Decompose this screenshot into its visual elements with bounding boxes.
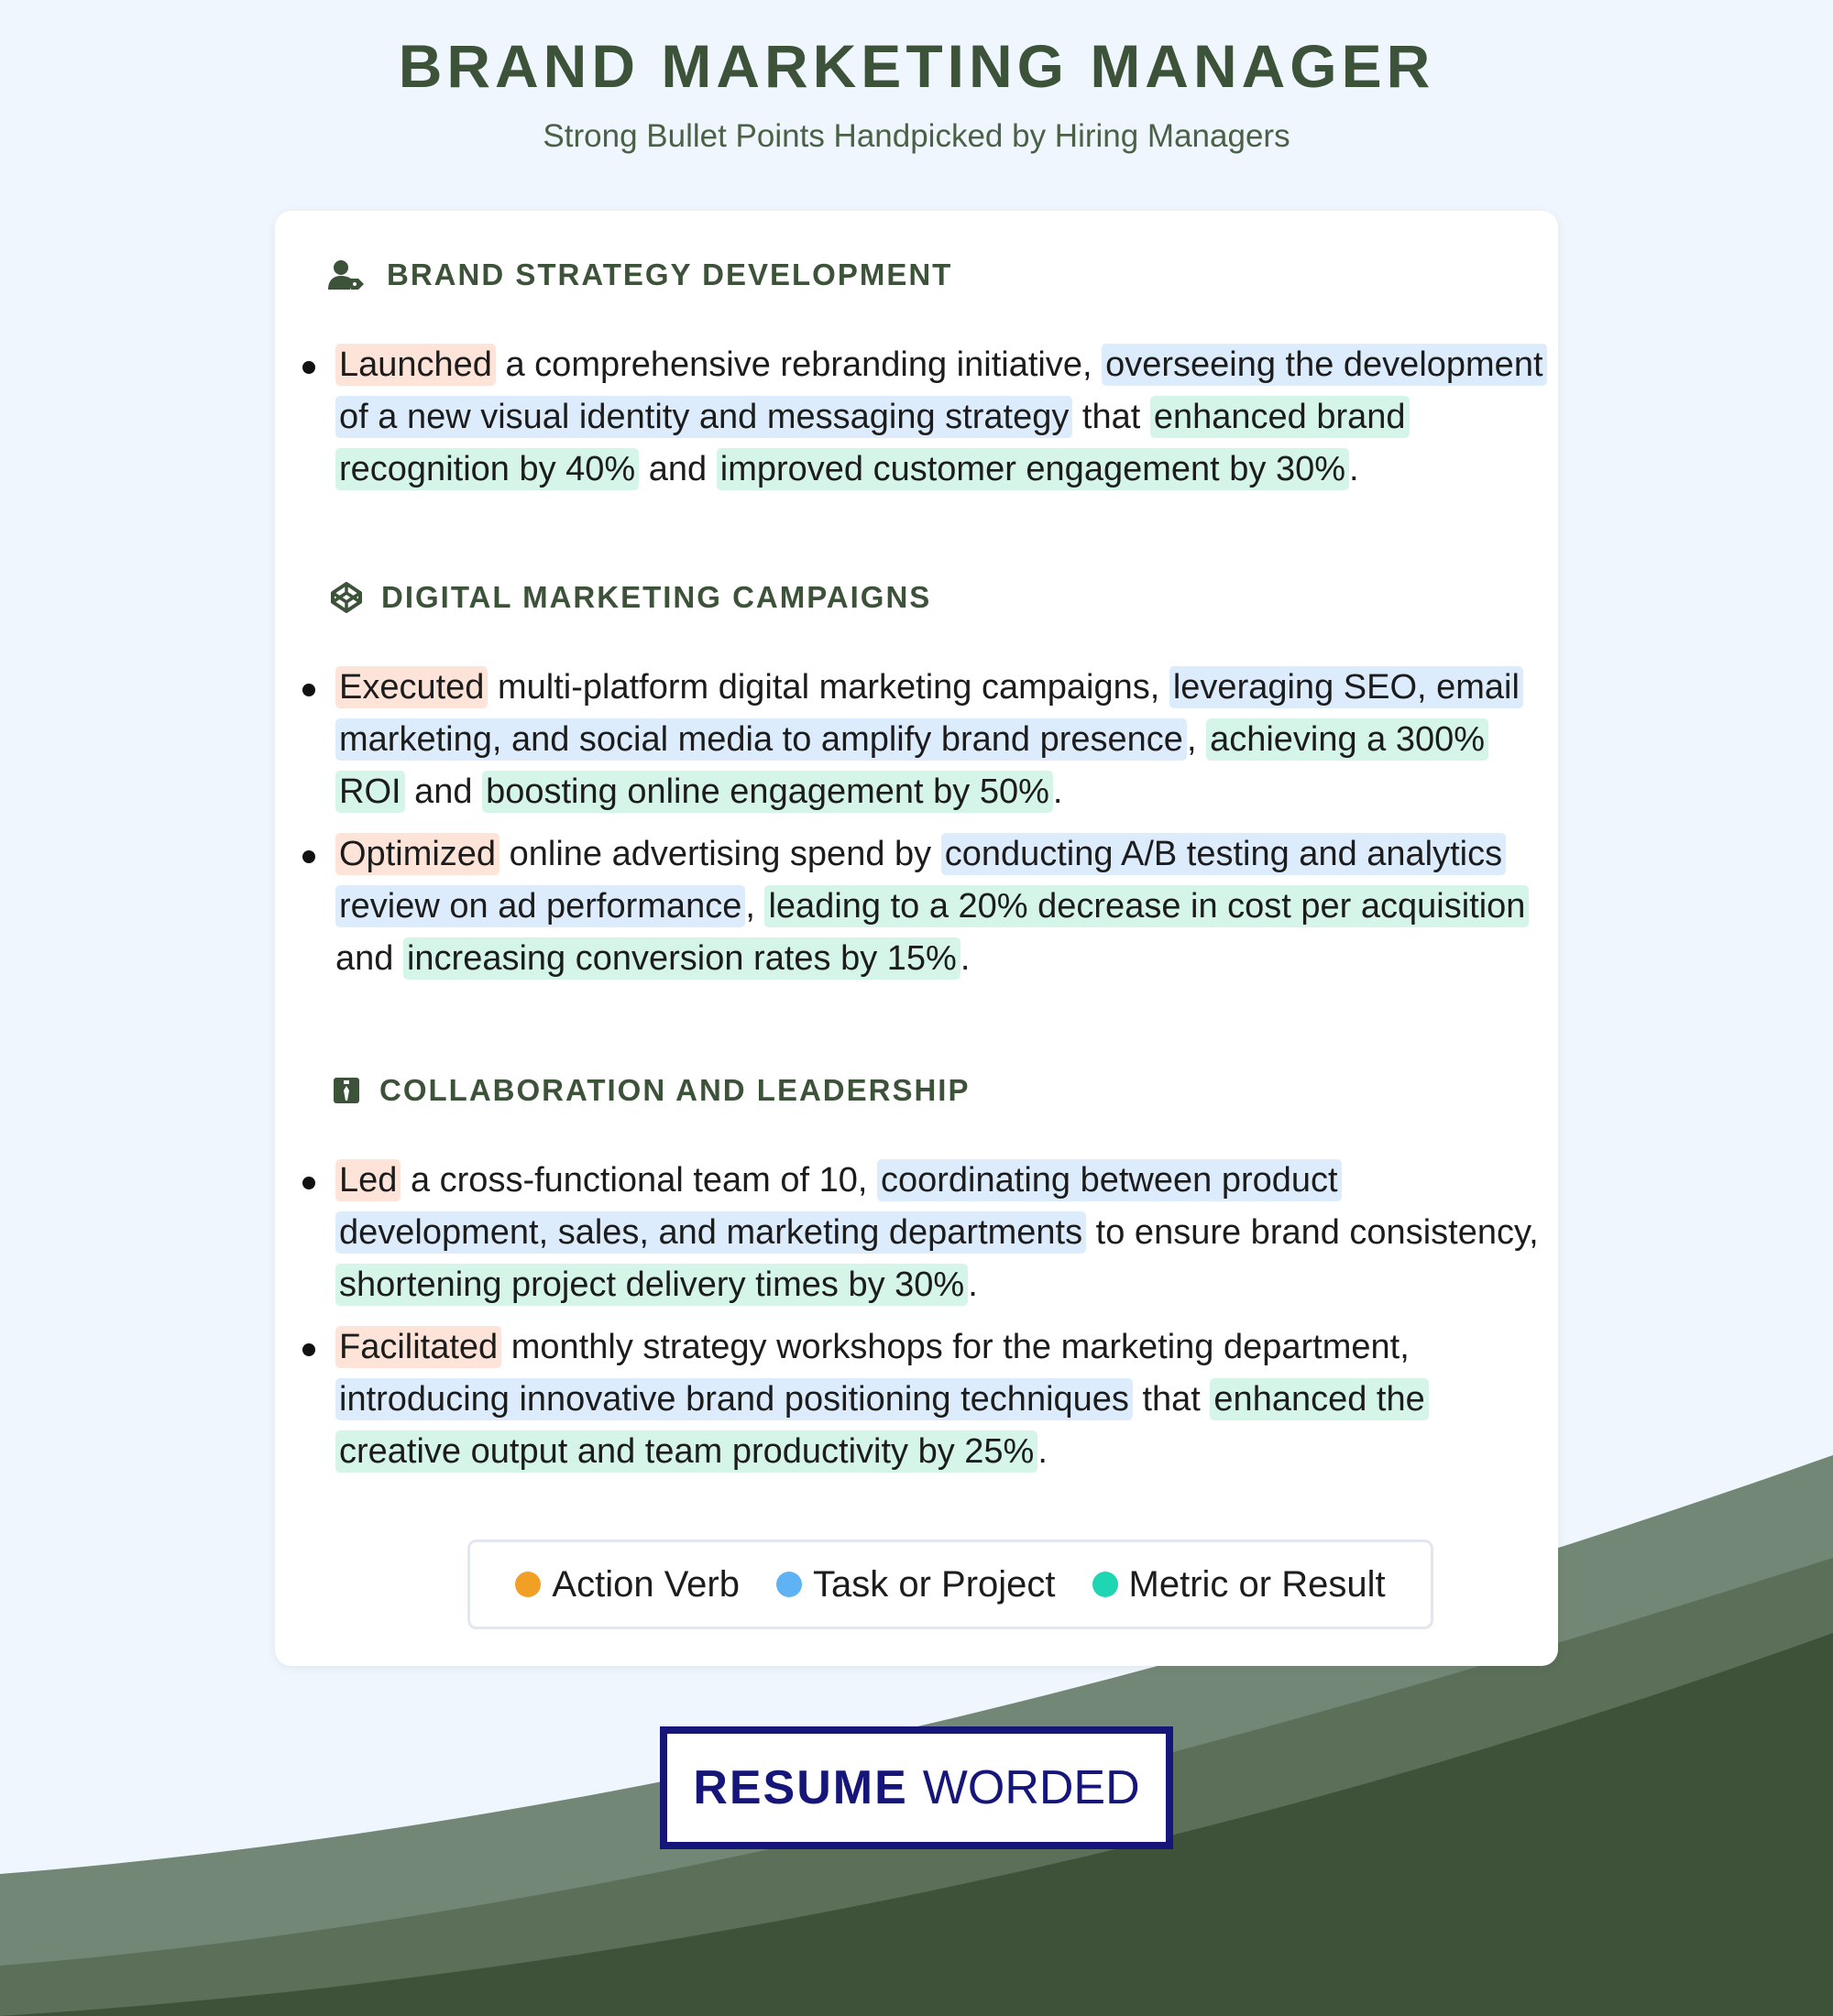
plain-text: a cross-functional team of 10, <box>401 1161 877 1200</box>
blue-dot-icon <box>776 1572 802 1597</box>
bullet-list-digital-marketing <box>302 662 1549 995</box>
plain-text: a comprehensive rebranding initiative, <box>495 345 1103 384</box>
task-highlight: introducing innovative brand positioning techniques <box>335 1378 1133 1420</box>
task-highlight: leveraging SEO, email marketing, and social media to amplify brand presence <box>335 666 1523 761</box>
plain-text: and <box>404 772 483 811</box>
bullet-list-brand-strategy <box>302 339 1549 506</box>
plain-text: , <box>1186 720 1207 759</box>
action-verb-highlight: Launched <box>335 344 496 386</box>
legend-label: Action Verb <box>552 1563 740 1605</box>
metric-highlight: improved customer engagement by 30% <box>717 448 1349 490</box>
logo-text-bold: RESUME <box>693 1761 908 1814</box>
plain-text: , <box>745 887 765 926</box>
highlight-legend <box>467 1539 1433 1629</box>
metric-highlight: increasing conversion rates by 15% <box>403 937 960 980</box>
plain-text: to ensure brand consistency, <box>1086 1213 1539 1252</box>
page-subtitle: Strong Bullet Points Handpicked by Hiring Managers <box>543 118 1290 154</box>
bullet-item <box>302 339 1549 496</box>
metric-highlight: shortening project delivery times by 30% <box>335 1264 968 1306</box>
bullet-item <box>302 828 1549 985</box>
task-highlight: coordinating between product development, sales, and marketing departments <box>335 1159 1342 1254</box>
plain-text: . <box>960 939 971 978</box>
task-highlight: overseeing the development of a new visual identity and messaging strategy <box>335 344 1547 438</box>
metric-highlight: leading to a 20% decrease in cost per acquisition <box>764 885 1529 927</box>
codepen-cube-icon <box>328 579 365 616</box>
action-verb-highlight: Optimized <box>335 833 499 875</box>
orange-dot-icon <box>515 1572 541 1597</box>
task-highlight: conducting A/B testing and analytics review on ad performance <box>335 833 1506 927</box>
plain-text: monthly strategy workshops for the marketing department, <box>501 1328 1410 1366</box>
user-tag-icon <box>328 257 365 293</box>
legend-item-metric <box>1092 1564 1386 1605</box>
action-verb-highlight: Led <box>335 1159 401 1201</box>
teal-dot-icon <box>1092 1572 1118 1597</box>
metric-highlight: enhanced the creative output and team productivity by 25% <box>335 1378 1429 1473</box>
legend-item-action-verb <box>515 1564 740 1605</box>
resume-worded-logo <box>660 1726 1173 1849</box>
bullet-points-card <box>275 211 1558 1666</box>
metric-highlight: achieving a 300% ROI <box>335 718 1488 813</box>
bullet-item <box>302 662 1549 818</box>
bullet-item <box>302 1155 1549 1311</box>
id-badge-icon <box>328 1072 365 1109</box>
plain-text: . <box>968 1265 978 1304</box>
header <box>0 31 1833 156</box>
plain-text: . <box>1052 772 1063 811</box>
section-title: DIGITAL MARKETING CAMPAIGNS <box>381 580 932 614</box>
page-title: BRAND MARKETING MANAGER <box>398 32 1435 100</box>
plain-text: that <box>1132 1380 1211 1419</box>
section-title: COLLABORATION AND LEADERSHIP <box>379 1073 971 1107</box>
action-verb-highlight: Executed <box>335 666 488 708</box>
section-header-collaboration <box>328 1068 971 1113</box>
section-header-digital-marketing <box>328 575 931 620</box>
legend-label: Task or Project <box>812 1563 1056 1605</box>
plain-text: and <box>639 450 717 488</box>
plain-text: and <box>335 939 403 978</box>
section-header-brand-strategy <box>328 252 952 298</box>
metric-highlight: boosting online engagement by 50% <box>482 771 1053 813</box>
plain-text: that <box>1072 398 1150 436</box>
legend-label: Metric or Result <box>1128 1563 1386 1605</box>
logo-text-light: WORDED <box>922 1761 1140 1814</box>
plain-text: online advertising spend by <box>499 835 941 873</box>
section-title: BRAND STRATEGY DEVELOPMENT <box>387 257 953 291</box>
action-verb-highlight: Facilitated <box>335 1326 501 1368</box>
metric-highlight: enhanced brand recognition by 40% <box>335 396 1410 490</box>
plain-text: . <box>1037 1432 1048 1471</box>
bullet-list-collaboration <box>302 1155 1549 1488</box>
plain-text: multi-platform digital marketing campaigns, <box>488 668 1169 707</box>
plain-text: . <box>1349 450 1359 488</box>
bullet-item <box>302 1321 1549 1478</box>
legend-item-task <box>776 1564 1056 1605</box>
